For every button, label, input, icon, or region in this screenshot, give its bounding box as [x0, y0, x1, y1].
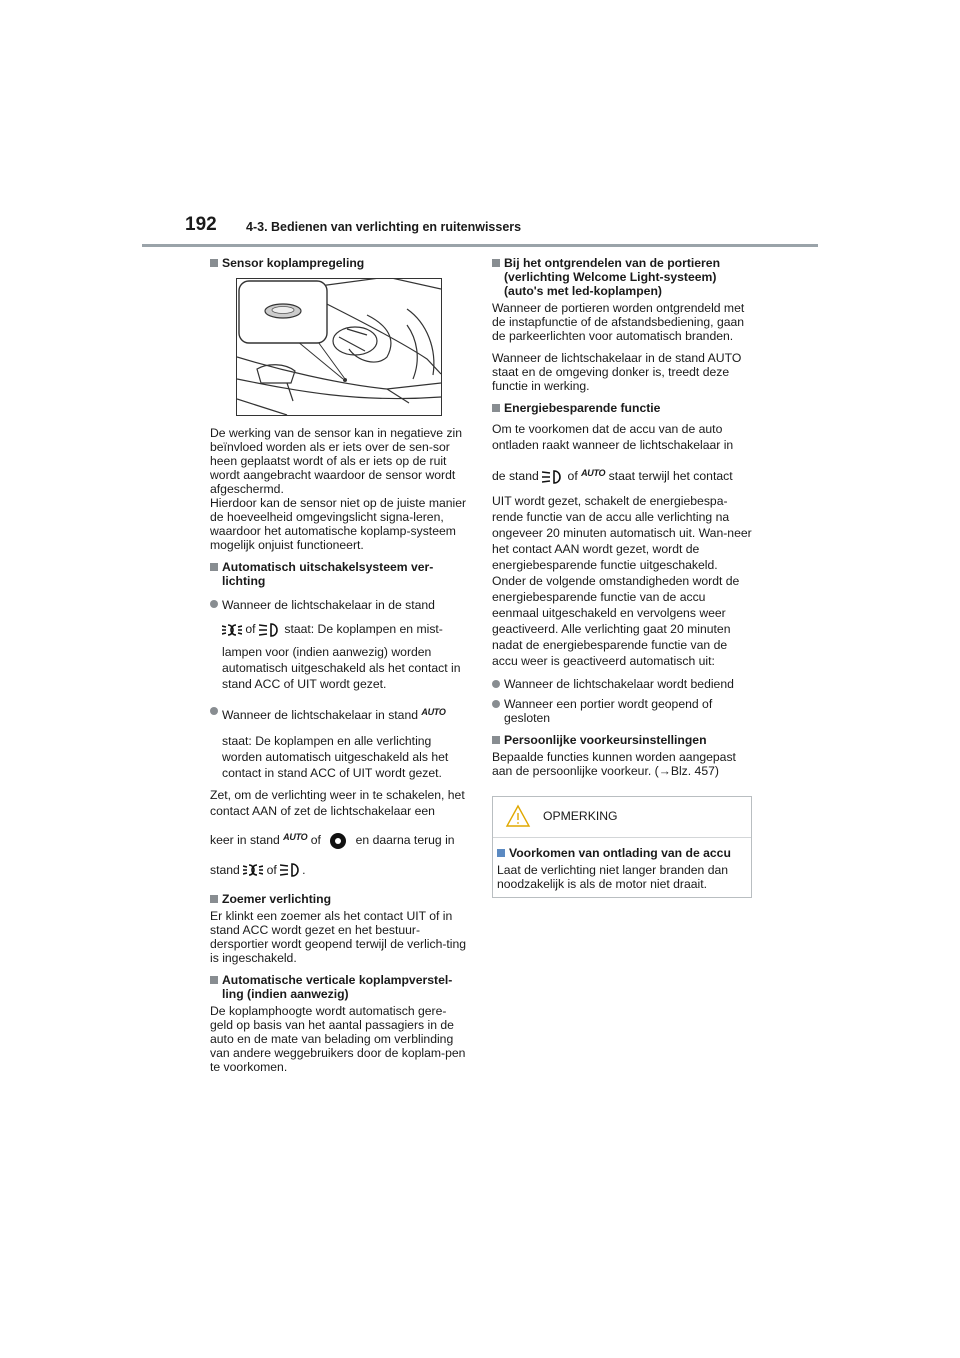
auto-icon: AUTO	[421, 706, 446, 717]
sensor-paragraph-1: De werking van de sensor kan in negatieve zin beïnvloed worden als er iets over de sen-sor heen geplaatst wordt of als er iets op de ruit wordt aangebracht waardoor de sensor wordt afgeschermd.	[210, 426, 463, 496]
section-title-welcome: Bij het ontgrendelen van de portieren (verlichting Welcome Light-systeem) (auto's met led-koplampen)	[492, 256, 752, 298]
note-box	[492, 796, 752, 898]
bullet-auto-off-1-rest: lampen voor (indien aanwezig) worden automatisch uitgeschakeld als het contact in stand ACC of UIT wordt gezet.	[222, 644, 461, 691]
headlight-icon	[542, 469, 564, 485]
welcome-paragraph-1: Wanneer de portieren worden ontgrendeld met de instapfunctie of de afstandsbediening, gaan de parkeerlichten voor automatisch branden.	[492, 301, 745, 343]
reset-line-2: keer in stand $^{AUTO}$ of en daarna terug in	[210, 829, 468, 850]
welcome-paragraph-2: Wanneer de lichtschakelaar in de stand AUTO staat en de omgeving donker is, treedt deze functie in werking.	[492, 351, 742, 393]
bullet-auto-off-1-icons: of staat: De koplampen en mist-	[222, 621, 468, 638]
tail-light-icon	[243, 863, 263, 877]
note-text: Laat de verlichting niet langer branden dan noodzakelijk is als de motor niet draait.	[497, 862, 729, 891]
right-column	[492, 256, 752, 898]
note-subtitle: Voorkomen van ontlading van de accu	[497, 846, 747, 860]
energy-bullet-2: Wanneer een portier wordt geopend of gesloten	[492, 697, 752, 725]
section-title-leveling: Automatische verticale koplampverstel-ling (indien aanwezig)	[210, 973, 468, 1001]
section-title-sensor: Sensor koplampregeling	[210, 256, 468, 270]
section-title-auto-off: Automatisch uitschakelsysteem ver-lichting	[210, 560, 468, 588]
bullet-auto-off-2-rest: staat: De koplampen en alle verlichting worden automatisch uitgeschakeld als het contact in stand ACC of UIT wordt gezet.	[222, 733, 449, 780]
chapter-title: 4-3. Bedienen van verlichting en ruitenwissers	[246, 220, 522, 234]
tail-light-icon	[222, 623, 242, 637]
personal-paragraph: Bepaalde functies kunnen worden aangepast aan de persoonlijke voorkeur. (→Blz. 457)	[492, 749, 736, 778]
headlight-icon	[259, 622, 281, 638]
reset-paragraph: Zet, om de verlichting weer in te schakelen, het contact AAN of zet de lichtschakelaar een	[210, 787, 465, 818]
energy-paragraph-1: Om te voorkomen dat de accu van de auto ontladen raakt wanneer de lichtschakelaar in	[492, 422, 734, 452]
bullet-auto-off-2: Wanneer de lichtschakelaar in stand $^{AUTO}$	[210, 704, 468, 723]
note-header	[493, 797, 751, 838]
page-header	[0, 0, 960, 250]
energy-paragraph-rest: UIT wordt gezet, schakelt de energiebespa-rende functie van de accu alle verlichting na ongeveer 20 minuten automatisch uit. Wan-neer het contact AAN wordt gezet, wordt de energiebesparende functie uitgeschakeld. Onder de volgende omstandigheden wordt de energiebesparende functie van de accu eenmaal uitgeschakeld en vervolgens weer geactiveerd. Alle verlichting gaat 20 minuten nadat de energiebesparende functie van de accu weer is geactiveerd automatisch uit:	[492, 493, 752, 668]
sensor-paragraph-2: Hierdoor kan de sensor niet op de juiste manier de hoeveelheid omgevingslicht signa-leren, waardoor het automatische koplamp-systeem mogelijk onjuist functioneert.	[210, 496, 467, 552]
leveling-paragraph: De koplamphoogte wordt automatisch gere-geld op basis van het aantal passagiers in de auto en de mate van belading om verblinding van andere weggebruikers door de koplam-pen te voorkomen.	[210, 1004, 466, 1075]
section-title-buzzer: Zoemer verlichting	[210, 892, 468, 906]
section-title-personal: Persoonlijke voorkeursinstellingen	[492, 733, 752, 747]
bullet-auto-off-1: Wanneer de lichtschakelaar in de stand	[210, 597, 468, 613]
warning-triangle-icon	[505, 804, 531, 828]
energy-bullet-1: Wanneer de lichtschakelaar wordt bediend	[492, 677, 752, 691]
note-body	[493, 838, 751, 897]
dashboard-sensor-drawing	[237, 279, 441, 415]
auto-icon: AUTO	[581, 468, 606, 478]
sensor-illustration	[236, 278, 442, 416]
left-column	[210, 256, 468, 1082]
energy-line-2: de stand of $^{AUTO}$ staat terwijl het contact	[492, 468, 733, 483]
lights-off-icon	[324, 832, 352, 850]
section-title-energy: Energiebesparende functie	[492, 401, 752, 415]
headlight-icon	[280, 862, 302, 878]
header-divider	[142, 244, 818, 247]
auto-icon: AUTO	[283, 831, 308, 842]
buzzer-paragraph: Er klinkt een zoemer als het contact UIT of in stand ACC wordt gezet en het bestuur-dersportier wordt geopend terwijl de verlich-ting is ingeschakeld.	[210, 909, 467, 966]
note-title: OPMERKING	[543, 808, 618, 823]
page-number: 192	[185, 214, 217, 235]
reset-line-3: stand of .	[210, 862, 306, 877]
